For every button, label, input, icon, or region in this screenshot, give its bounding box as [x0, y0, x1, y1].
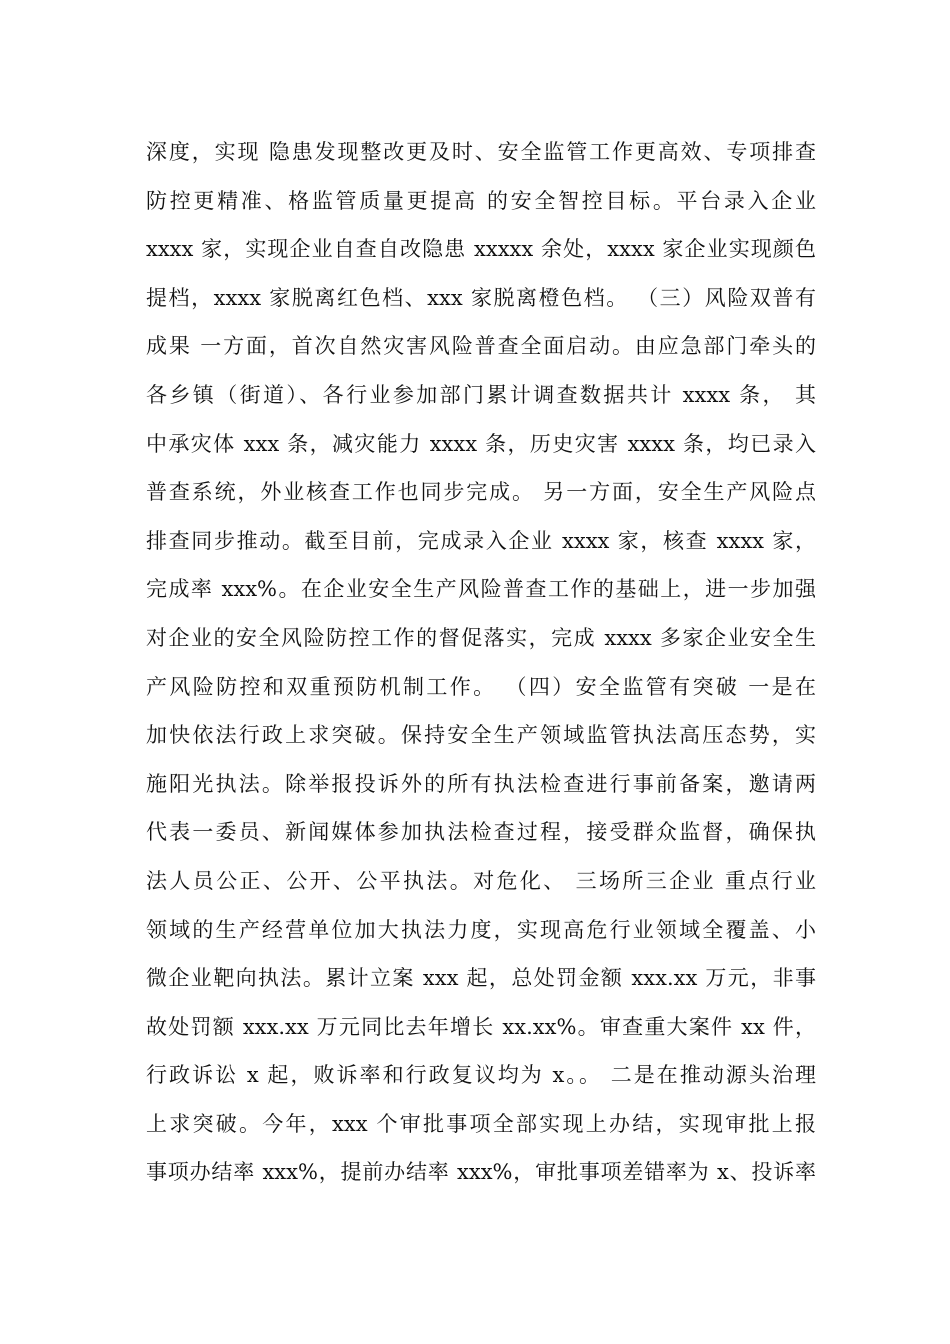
- text-line: 产风险防控和双重预防机制工作。 （四）安全监管有突破 一是在: [146, 674, 816, 699]
- text-line: 成果 一方面，首次自然灾害风险普查全面启动。由应急部门牵头的: [146, 334, 816, 359]
- text-line: 微企业靶向执法。累计立案 xxx 起，总处罚金额 xxx.xx 万元，非事: [146, 966, 816, 991]
- text-line: xxxx 家，实现企业自查自改隐患 xxxxx 余处，xxxx 家企业实现颜色: [146, 237, 816, 262]
- text-line: 故处罚额 xxx.xx 万元同比去年增长 xx.xx%。审查重大案件 xx 件，: [146, 1014, 816, 1039]
- text-line: 领域的生产经营单位加大执法力度，实现高危行业领域全覆盖、小: [146, 917, 816, 942]
- text-line: 法人员公正、公开、公平执法。对危化、 三场所三企业 重点行业: [146, 868, 816, 893]
- text-line: 防控更精准、格监管质量更提高 的安全智控目标。平台录入企业: [146, 188, 816, 213]
- text-line: 普查系统，外业核查工作也同步完成。 另一方面，安全生产风险点: [146, 480, 816, 505]
- text-line: 上求突破。今年，xxx 个审批事项全部实现上办结，实现审批上报: [146, 1111, 816, 1136]
- text-line: 加快依法行政上求突破。保持安全生产领域监管执法高压态势，实: [146, 723, 816, 748]
- text-line: 深度，实现 隐患发现整改更及时、安全监管工作更高效、专项排查: [146, 140, 816, 164]
- text-line: 提档，xxxx 家脱离红色档、xxx 家脱离橙色档。 （三）风险双普有: [146, 285, 816, 310]
- text-line: 完成率 xxx%。在企业安全生产风险普查工作的基础上，进一步加强: [146, 577, 816, 602]
- text-line: 施阳光执法。除举报投诉外的所有执法检查进行事前备案，邀请两: [146, 771, 816, 796]
- text-line: 各乡镇（街道）、各行业参加部门累计调查数据共计 xxxx 条， 其: [146, 382, 816, 407]
- text-line: 对企业的安全风险防控工作的督促落实，完成 xxxx 多家企业安全生: [146, 625, 816, 650]
- text-line: 排查同步推动。截至目前，完成录入企业 xxxx 家，核查 xxxx 家，: [146, 528, 816, 553]
- text-line: 行政诉讼 x 起，败诉率和行政复议均为 x。。 二是在推动源头治理: [146, 1063, 816, 1088]
- text-line: 中承灾体 xxx 条，减灾能力 xxxx 条，历史灾害 xxxx 条，均已录入: [146, 431, 816, 456]
- body-text: [146, 128, 816, 1197]
- text-line: 事项办结率 xxx%，提前办结率 xxx%，审批事项差错率为 x、投诉率: [146, 1160, 816, 1185]
- text-line: 代表一委员、新闻媒体参加执法检查过程，接受群众监督，确保执: [146, 820, 816, 845]
